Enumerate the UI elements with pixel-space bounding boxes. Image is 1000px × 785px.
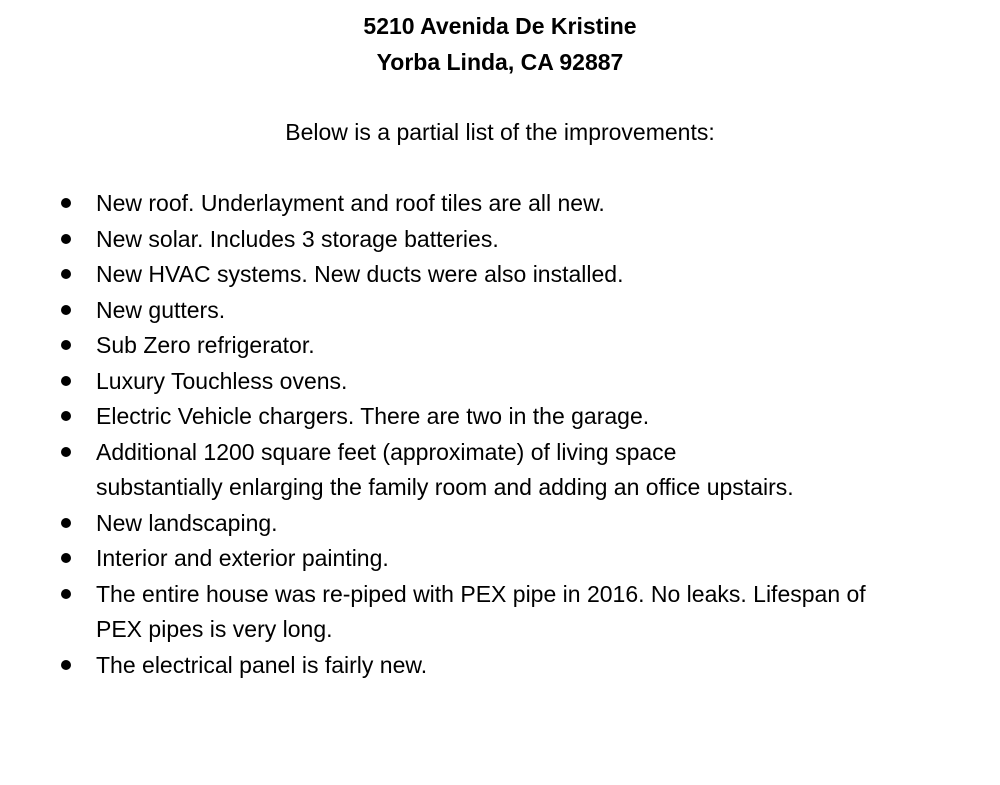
list-item-text: Electric Vehicle chargers. There are two in the garage.: [96, 403, 650, 429]
improvements-list: [0, 186, 1000, 683]
list-item-text: The electrical panel is fairly new.: [96, 651, 428, 678]
bullet-icon: [61, 447, 71, 457]
bullet-icon: [61, 411, 71, 421]
list-item-text: Sub Zero refrigerator.: [96, 332, 315, 358]
bullet-icon: [61, 198, 71, 208]
list-item-text: New solar. Includes 3 storage batteries.: [96, 225, 499, 252]
bullet-icon: [61, 518, 71, 528]
bullet-icon: [61, 553, 71, 563]
bullet-icon: [61, 589, 71, 599]
list-item-text: New HVAC systems. New ducts were also installed.: [96, 261, 624, 287]
list-item: [0, 328, 1000, 364]
bullet-icon: [61, 234, 71, 244]
bullet-icon: [61, 269, 71, 279]
bullet-icon: [61, 305, 71, 315]
list-item: [0, 364, 1000, 400]
list-item-text: Interior and exterior painting.: [96, 545, 389, 571]
list-item-text: New roof. Underlayment and roof tiles are all new.: [96, 190, 605, 216]
list-item: [0, 257, 1000, 293]
list-item-text: The entire house was re-piped with PEX pipe in 2016. No leaks. Lifespan of: [96, 580, 866, 607]
list-item-text: Luxury Touchless ovens.: [96, 367, 348, 394]
bullet-icon: [61, 376, 71, 386]
list-item: [0, 222, 1000, 258]
list-item: [0, 506, 1000, 542]
bullet-icon: [61, 660, 71, 670]
list-item-text: New gutters.: [96, 296, 226, 323]
list-item: [0, 435, 1000, 506]
list-item-text: New landscaping.: [96, 509, 278, 536]
intro-text: Below is a partial list of the improvements:: [285, 119, 715, 145]
list-item: [0, 577, 1000, 648]
list-item: [0, 186, 1000, 222]
address-line-1: 5210 Avenida De Kristine: [363, 13, 637, 39]
list-item: [0, 648, 1000, 684]
address-line-2: Yorba Linda, CA 92887: [376, 49, 624, 75]
list-item-text-continued: PEX pipes is very long.: [96, 616, 333, 642]
list-item: [0, 399, 1000, 435]
list-item-text-continued: substantially enlarging the family room and adding an office upstairs.: [96, 474, 794, 500]
bullet-icon: [61, 340, 71, 350]
list-item-text: Additional 1200 square feet (approximate) of living space: [96, 438, 677, 465]
list-item: [0, 541, 1000, 577]
list-item: [0, 293, 1000, 329]
